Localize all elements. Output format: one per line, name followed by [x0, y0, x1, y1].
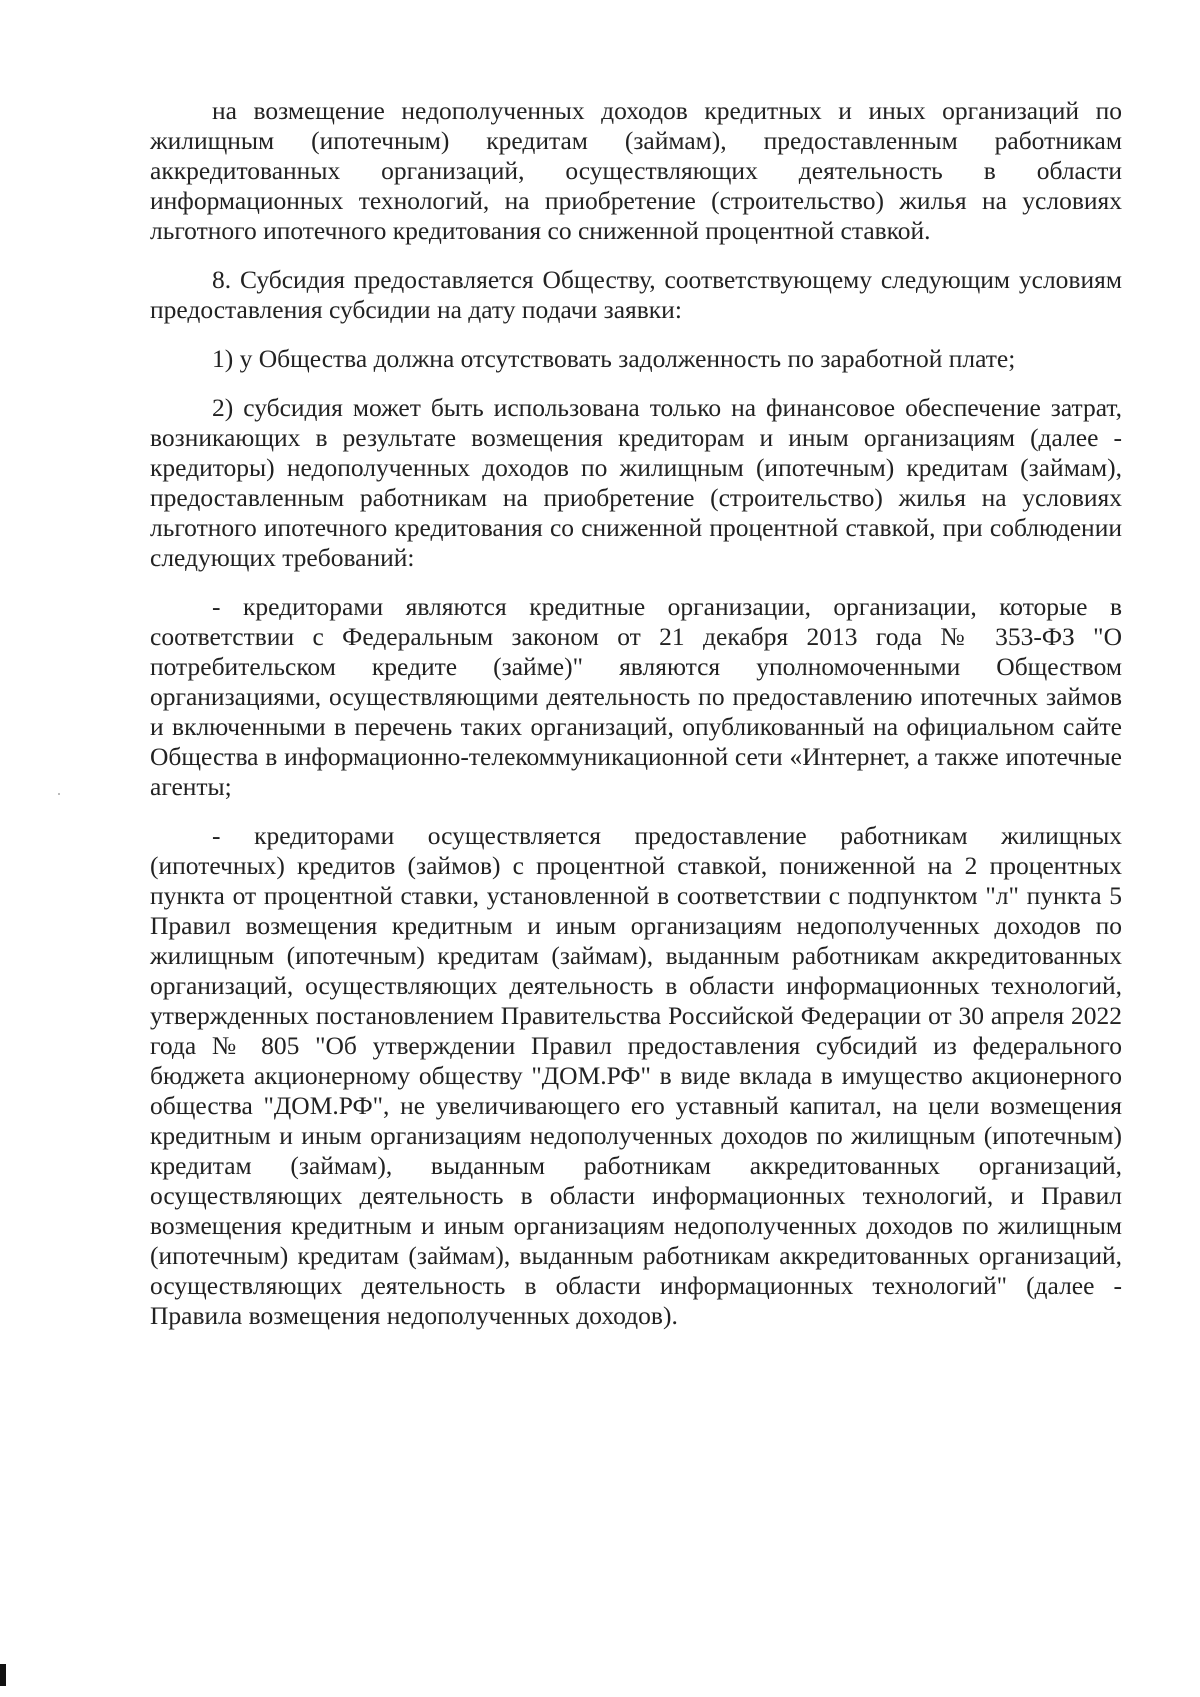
paragraph-requirement-creditors: - кредиторами являются кредитные организации, организации, которые в соответствии с Федеральным законом от 21 декабря 2013 года № 353-ФЗ "О потребительском кредите (займе)" являются уполномоченными Обществом организациями, осуществляющими деятельность по предоставлению ипотечных займов и включенными в перечень таких организаций, опубликованный на официальном сайте Общества в информационно-телекоммуникационной сети «Интернет, а также ипотечные агенты;: [150, 592, 1122, 801]
paragraph-condition-2: 2) субсидия может быть использована только на финансовое обеспечение затрат, возникающих в результате возмещения кредиторам и иным организациям (далее - кредиторы) недополученных доходов по жилищным (ипотечным) кредитам (займам), предоставленным работникам на приобретение (строительство) жилья на условиях льготного ипотечного кредитования со сниженной процентной ставкой, при соблюдении следующих требований:: [150, 393, 1122, 572]
paragraph-condition-1: 1) у Общества должна отсутствовать задолженность по заработной плате;: [212, 344, 1016, 373]
scan-artifact-dot: [58, 793, 60, 795]
paragraph-requirement-rate: - кредиторами осуществляется предоставление работникам жилищных (ипотечных) кредитов (займов) с процентной ставкой, пониженной на 2 процентных пункта от процентной ставки, установленной в соответствии с подпунктом "л" пункта 5 Правил возмещения кредитным и иным организациям недополученных доходов по жилищным (ипотечным) кредитам (займам), выданным работникам аккредитованных организаций, осуществляющих деятельность в области информационных технологий, утвержденных постановлением Правительства Российской Федерации от 30 апреля 2022 года № 805 "Об утверждении Правил предоставления субсидий из федерального бюджета акционерному обществу "ДОМ.РФ" в виде вклада в имущество акционерного общества "ДОМ.РФ", не увеличивающего его уставный капитал, на цели возмещения кредитным и иным организациям недополученных доходов по жилищным (ипотечным) кредитам (займам), выданным работникам аккредитованных организаций, осуществляющих деятельность в области информационных технологий, и Правил возмещения кредитным и иным организациям недополученных доходов по жилищным (ипотечным) кредитам (займам), выданным работникам аккредитованных организаций, осуществляющих деятельность в области информационных технологий" (далее - Правила возмещения недополученных доходов).: [150, 821, 1122, 1330]
scan-edge-mark: [0, 1664, 6, 1686]
paragraph-continuation: на возмещение недополученных доходов кредитных и иных организаций по жилищным (ипотечным) кредитам (займам), предоставленным работникам аккредитованных организаций, осуществляющих деятельность в области информационных технологий, на приобретение (строительство) жилья на условиях льготного ипотечного кредитования со сниженной процентной ставкой.: [150, 96, 1122, 245]
paragraph-item-8: 8. Субсидия предоставляется Обществу, соответствующему следующим условиям предоставления субсидии на дату подачи заявки:: [150, 265, 1122, 324]
